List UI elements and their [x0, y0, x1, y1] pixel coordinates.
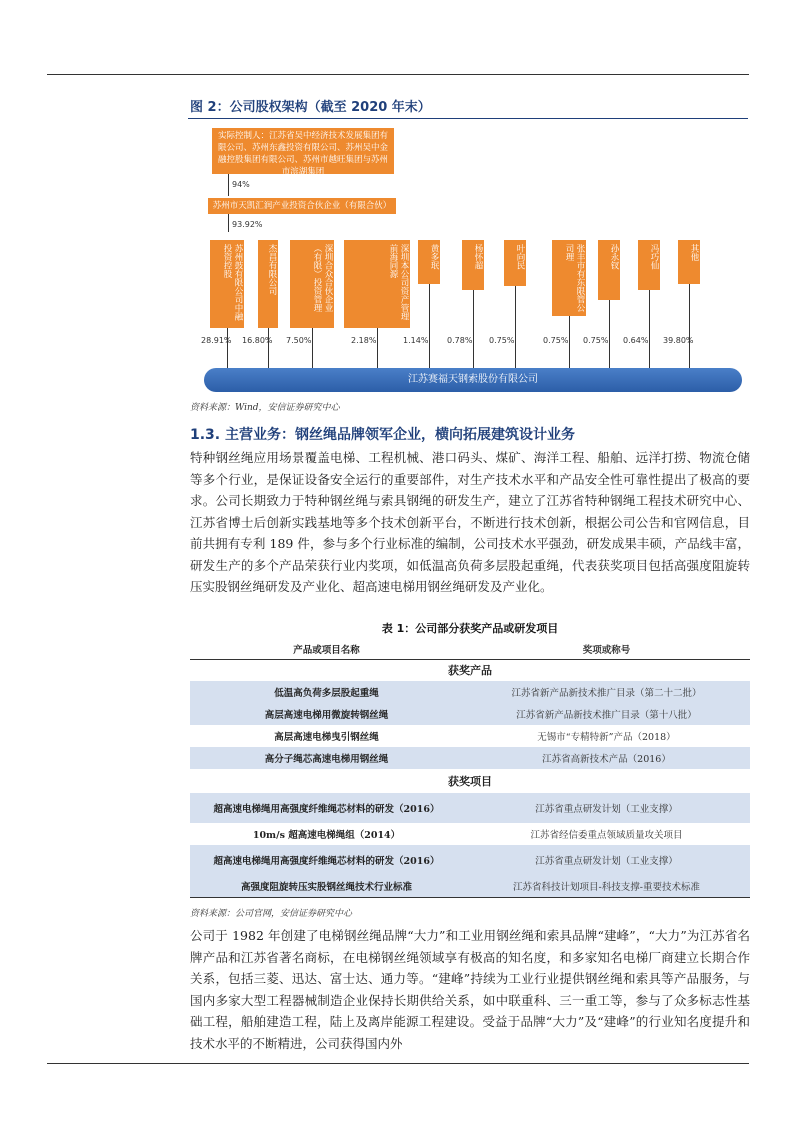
- shareholder-pct: 1.14%: [403, 336, 429, 345]
- pct-top: 94%: [232, 180, 250, 189]
- table-cell: 高强度阻旋转压实股钢丝绳技术行业标准: [240, 881, 412, 893]
- connector-line: [429, 284, 430, 368]
- connector-line: [227, 328, 228, 368]
- shareholder-box: 杰昌有限公司: [258, 240, 278, 328]
- table-cell: 无锡市“专精特新”产品（2018）: [537, 732, 676, 743]
- shareholder-box: 深圳本公司资产管理前海同源: [344, 240, 410, 328]
- shareholder-pct: 0.75%: [543, 336, 569, 345]
- table-row: [190, 725, 750, 747]
- shareholder-box: 张丰市有东限管公司理: [552, 240, 586, 316]
- group-label: 获奖产品: [448, 664, 492, 678]
- group-label: 获奖项目: [448, 775, 492, 788]
- awards-table: [190, 639, 750, 898]
- shareholder-box: 冯巧仙: [638, 240, 660, 290]
- table-cell: 江苏省重点研发计划（工业支撑）: [535, 804, 678, 815]
- shareholder-box: 杨怀超: [462, 240, 484, 290]
- figure-title-rule: [188, 118, 748, 119]
- connector-line: [515, 286, 516, 368]
- shareholder-pct: 16.80%: [242, 336, 273, 345]
- table-row: [190, 703, 750, 725]
- figure-title: 图 2：公司股权架构（截至 2020 年末）: [190, 100, 431, 115]
- table-cell: 江苏省科技计划项目-科技支撑-重要技术标准: [513, 881, 700, 893]
- shareholder-pct: 0.75%: [583, 336, 609, 345]
- table-row: [190, 681, 750, 703]
- connector-line: [649, 290, 650, 368]
- section-title: 1.3. 主营业务：钢丝绳品牌领军企业，横向拓展建筑设计业务: [190, 427, 575, 443]
- shareholder-pct: 39.80%: [663, 336, 694, 345]
- connector-line: [312, 328, 313, 368]
- controller-box: 实际控制人：江苏省吴中经济技术发展集团有限公司、苏州东鑫投资有限公司、苏州吴中金融控股集团有限公司、苏州市越旺集团与苏州市滨湖集团: [212, 128, 394, 174]
- connector-line: [268, 328, 269, 368]
- paragraph-2: 公司于 1982 年创建了电梯钢丝绳品牌“大力”和工业用钢丝绳和索具品牌“建峰”，“大力”为江苏省名牌产品和江苏省著名商标，在电梯钢丝绳领域享有极高的知名度，和多家知名电梯厂商建立长期合作关系，包括三菱、迅达、富士达、通力等。“建峰”持续为工业行业提供钢丝绳和索具等产品服务，与国内多家大型工程器械制造企业保持长期供给关系，如中联重科、三一重工等，参与了众多标志性基础工程，船舶建造工程，陆上及离岸能源工程建设。受益于品牌“大力”及“建峰”的行业知名度提升和技术水平的不断精进，公司获得国内外: [190, 928, 750, 1051]
- table-cell: 超高速电梯绳用高强度纤维绳芯材料的研发（2016）: [213, 856, 440, 867]
- shareholder-pct: 0.64%: [623, 336, 649, 345]
- ownership-chart: [188, 122, 748, 396]
- table-row: [190, 747, 750, 769]
- table-cell: 高层高速电梯曳引钢丝绳: [274, 732, 379, 743]
- shareholder-pct: 0.78%: [447, 336, 473, 345]
- shareholder-box: 苏州鼓有限公司中融投资控股: [210, 240, 244, 328]
- shareholder-box: 孙永钗: [598, 240, 620, 300]
- connector-line: [689, 284, 690, 368]
- table-cell: 江苏省高新技术产品（2016）: [542, 754, 671, 765]
- table-row: [190, 793, 750, 823]
- connector-line: [228, 174, 229, 196]
- shareholder-pct: 2.18%: [351, 336, 377, 345]
- table-header-cell: 奖项或称号: [582, 644, 631, 656]
- table-cell: 10m/s 超高速电梯绳组（2014）: [252, 830, 401, 841]
- connector-line: [228, 214, 229, 232]
- table-row: [190, 845, 750, 875]
- table-row: [190, 823, 750, 845]
- table-cell: 江苏省新产品新技术推广目录（第二十二批）: [511, 688, 702, 699]
- shareholder-pct: 28.91%: [201, 336, 232, 345]
- table-cell: 江苏省新产品新技术推广目录（第十八批）: [516, 710, 697, 721]
- figure-source: 资料来源：Wind，安信证券研究中心: [190, 403, 340, 413]
- shareholder-box: 其他: [678, 240, 700, 284]
- shareholder-pct: 7.50%: [286, 336, 312, 345]
- shareholder-box: 黄多珉: [418, 240, 440, 284]
- connector-line: [609, 300, 610, 368]
- table-cell: 高分子绳芯高速电梯用钢丝绳: [264, 754, 389, 765]
- pct-fund: 93.92%: [232, 220, 263, 229]
- table-cell: 高层高速电梯用微旋转钢丝绳: [264, 710, 389, 721]
- table-cell: 超高速电梯绳用高强度纤维绳芯材料的研发（2016）: [213, 804, 440, 815]
- table-cell: 低温高负荷多层股起重绳: [274, 688, 379, 699]
- connector-line: [473, 290, 474, 368]
- table-cell: 江苏省重点研发计划（工业支撑）: [535, 856, 678, 867]
- connector-line: [377, 328, 378, 368]
- table-cell: 江苏省经信委重点领域质量攻关项目: [530, 830, 683, 841]
- table-title: 表 1：公司部分获奖产品或研发项目: [381, 622, 559, 635]
- footer-rule: [47, 1063, 749, 1064]
- table-source: 资料来源：公司官网，安信证券研究中心: [190, 909, 353, 919]
- connector-line: [569, 316, 570, 368]
- header-rule: [47, 74, 749, 75]
- paragraph-1: 特种钢丝绳应用场景覆盖电梯、工程机械、港口码头、煤矿、海洋工程、船舶、远洋打捞、物流仓储等多个行业，是保证设备安全运行的重要部件，对生产技术水平和产品安全性可靠性提出了极高的要求。公司长期致力于特种钢丝绳与索具钢绳的研发生产，建立了江苏省特种钢绳工程技术研究中心、江苏省博士后创新实践基地等多个技术创新平台，不断进行技术创新，根据公司公告和官网信息，目前共拥有专利 189 件，参与多个行业标准的编制，公司技术水平强劲，研发成果丰硕，产品线丰富，研发生产的多个产品荣获行业内奖项，如低温高负荷多层股起重绳，代表获奖项目包括高强度阻旋转压实股钢丝绳研发及产业化、超高速电梯用钢丝绳研发及产业化。: [190, 450, 750, 594]
- shareholder-box: 深圳合众合伙企业（有限）投资管理: [290, 240, 334, 328]
- shareholder-box: 叶向民: [504, 240, 526, 286]
- fund-box: 苏州市天凯汇润产业投资合伙企业（有限合伙）: [208, 198, 396, 214]
- table-header-cell: 产品或项目名称: [293, 644, 360, 656]
- shareholder-pct: 0.75%: [489, 336, 515, 345]
- company-bar: 江苏赛福天钢索股份有限公司: [204, 368, 742, 392]
- table-row: [190, 875, 750, 897]
